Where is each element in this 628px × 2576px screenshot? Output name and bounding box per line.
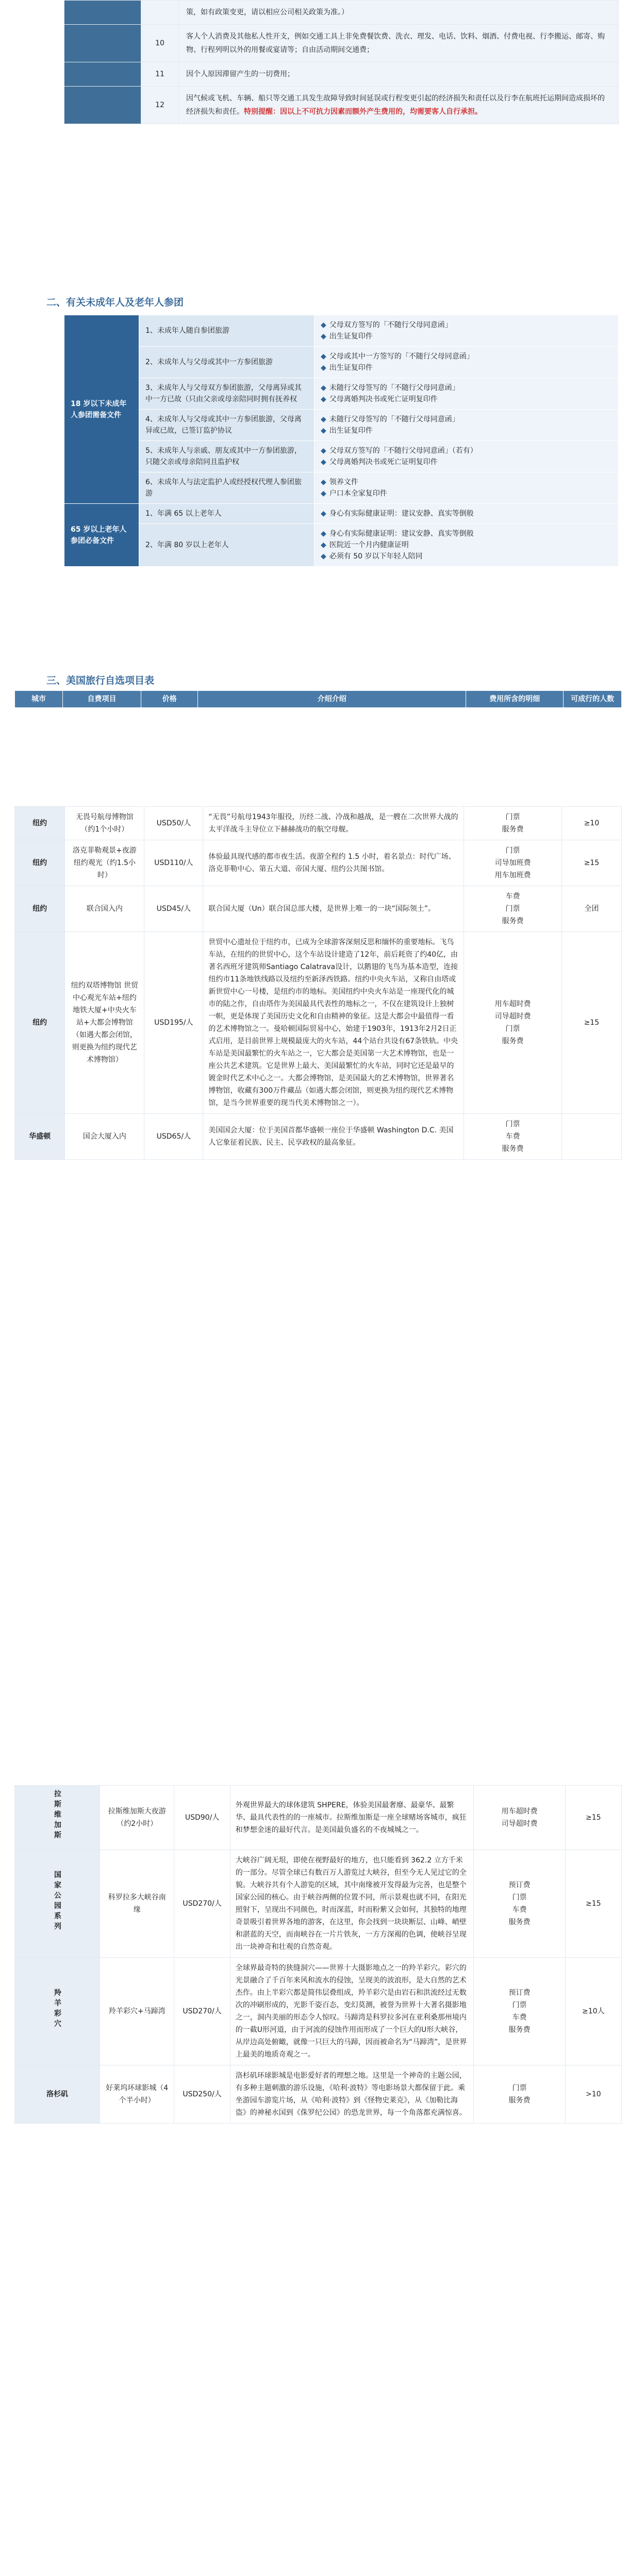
requirement-case: 3、未成年人与父母双方参团旅游，父母离异或其中一方已故（只由父亲或母亲陪同时拥有抚养权 <box>139 378 315 410</box>
required-document <box>321 351 612 362</box>
required-document-text: 医院近一个月内健康证明 <box>329 541 409 549</box>
required-document <box>321 414 612 425</box>
tour-city <box>15 807 65 840</box>
required-document-text: 必须有 50 岁以下年轻人陪同 <box>329 552 423 561</box>
tour-fee-item: 门票 <box>512 2001 527 2009</box>
required-document <box>321 539 612 551</box>
tour-item: 无畏号航母博物馆（约1个小时） <box>65 807 144 840</box>
requirement-case: 2、未成年人与父母或其中一方参团旅游 <box>139 347 315 378</box>
tour-fee-item: 服务费 <box>502 1037 524 1045</box>
tour-fees <box>464 1114 562 1160</box>
tour-price: USD45/人 <box>144 886 203 932</box>
tour-row <box>15 840 622 886</box>
exclusion-number: 11 <box>141 62 179 87</box>
tour-fee-item: 门票 <box>512 2084 527 2092</box>
requirement-group-label: 18 岁以下未成年人参团需备文件 <box>64 315 139 504</box>
diamond-bullet-icon: ◆ <box>321 541 326 549</box>
tours-header-cell: 可成行的人数 <box>564 691 622 708</box>
diamond-bullet-icon: ◆ <box>321 530 326 538</box>
exclusion-row <box>64 62 619 87</box>
tour-min-people: ≥15 <box>565 1850 621 1958</box>
tour-fees <box>464 886 562 932</box>
tour-city-text: 纽约 <box>32 1019 47 1027</box>
tour-fee-item: 服务费 <box>502 917 524 925</box>
tour-city <box>15 1114 65 1160</box>
tour-intro: “无畏”号航母1943年服役，历经二战、冷战和越战，是一艘在二次世界大战的太平洋战斗主导位立下赫赫战功的航空母舰。 <box>203 807 464 840</box>
diamond-bullet-icon: ◆ <box>321 395 326 403</box>
minors-elderly-table <box>64 315 619 567</box>
required-document-text: 未随行父母签写的「不随行父母同意函」 <box>329 384 459 392</box>
requirement-case: 1、年满 65 以上老年人 <box>139 504 315 524</box>
tour-city-text: 纽约 <box>32 819 47 827</box>
tour-fee-item: 车费 <box>512 2013 527 2022</box>
tours-table-header <box>14 690 622 708</box>
tour-fees <box>464 932 562 1114</box>
tours-table-block-1 <box>14 806 622 1160</box>
requirement-row <box>64 410 619 441</box>
tour-item: 羚羊彩穴+马蹄湾 <box>100 1958 174 2065</box>
required-document-text: 身心有实际健康证明：建议安静、真实等倒般 <box>329 510 474 518</box>
tour-min-people: ≥10人 <box>565 1958 621 2065</box>
tours-header-cell: 介绍介绍 <box>198 691 466 708</box>
tour-city-text: 国家公园系列 <box>53 1871 61 1933</box>
tour-intro: 体验最具现代感的都市夜生活。夜游全程约 1.5 小时，着名景点：时代广场、洛克菲勒中心、第五大道、帝国大厦、纽约公共图书馆。 <box>203 840 464 886</box>
tour-fee-item: 车费 <box>505 892 520 901</box>
requirement-case: 6、未成年人与法定监护人或经授权代理人参团旅游 <box>139 472 315 504</box>
tour-min-people <box>561 1114 621 1160</box>
requirement-case: 4、未成年人与父母或其中一方参团旅游，父母离异或已故，已签订监护协议 <box>139 410 315 441</box>
tour-row <box>15 807 622 840</box>
tour-city <box>15 1850 100 1958</box>
tour-item: 纽约双塔博物馆 世贸中心观光车站+纽约地铁大厦+中央火车站+大都会博物馆（如遇大都会闭馆，则更换为纽约现代艺术博物馆） <box>65 932 144 1114</box>
diamond-bullet-icon: ◆ <box>321 384 326 392</box>
required-document <box>321 528 612 539</box>
tour-min-people: ≥15 <box>565 1786 621 1850</box>
requirement-row <box>64 347 619 378</box>
tour-row <box>15 2065 622 2124</box>
tour-min-people: 全团 <box>561 886 621 932</box>
tour-price: USD90/人 <box>174 1786 230 1850</box>
diamond-bullet-icon: ◆ <box>321 489 326 498</box>
tour-price: USD250/人 <box>174 2065 230 2124</box>
tour-city-text: 纽约 <box>32 859 47 867</box>
tour-fee-item: 门票 <box>505 1120 520 1128</box>
tours-header-cell: 价格 <box>141 691 198 708</box>
exclusion-row <box>64 87 619 124</box>
required-document <box>321 488 612 499</box>
exclusion-number: 12 <box>141 87 179 124</box>
tour-price: USD195/人 <box>144 932 203 1114</box>
required-document-text: 领养文件 <box>329 478 358 486</box>
exclusion-label-cell <box>64 25 141 62</box>
diamond-bullet-icon: ◆ <box>321 415 326 423</box>
requirement-docs-cell <box>315 524 619 567</box>
requirement-docs-cell <box>315 410 619 441</box>
required-document <box>321 331 612 342</box>
required-document <box>321 425 612 436</box>
tour-row <box>15 1850 622 1958</box>
requirement-row <box>64 378 619 410</box>
tour-city <box>15 1958 100 2065</box>
tour-fee-item: 门票 <box>505 1025 520 1033</box>
diamond-bullet-icon: ◆ <box>321 364 326 372</box>
tour-fees <box>464 807 562 840</box>
exclusion-label-cell <box>64 62 141 87</box>
requirement-case: 1、未成年人随自参团旅游 <box>139 315 315 347</box>
requirement-row <box>64 524 619 567</box>
required-document-text: 出生证复印件 <box>329 332 373 341</box>
required-document <box>321 477 612 488</box>
exclusion-text-cell <box>179 62 619 87</box>
tour-fee-item: 预订费 <box>508 1989 531 1997</box>
exclusion-number <box>141 1 179 25</box>
diamond-bullet-icon: ◆ <box>321 552 326 561</box>
tour-min-people: ≥10 <box>561 807 621 840</box>
exclusion-text: 策，如有政策变更，请以相应公司相关政策为准。） <box>186 8 349 16</box>
diamond-bullet-icon: ◆ <box>321 510 326 518</box>
tour-price: USD110/人 <box>144 840 203 886</box>
exclusion-text: 因个人原因滞留产生的一切费用； <box>186 70 294 78</box>
section-title-optional-tours: 三、美国旅行自选项目表 <box>46 675 155 686</box>
tour-row <box>15 1958 622 2065</box>
required-document <box>321 319 612 331</box>
exclusion-emphasis: 特别提醒：因以上不可抗力因素而额外产生费用的，均需要客人自行承担。 <box>244 108 482 116</box>
tours-table-block-2 <box>14 1785 622 2124</box>
required-document <box>321 508 612 519</box>
exclusion-number: 10 <box>141 25 179 62</box>
diamond-bullet-icon: ◆ <box>321 427 326 435</box>
required-document-text: 父母或其中一方签写的「不随行父母同意函」 <box>329 352 474 361</box>
tour-fee-item: 门票 <box>512 1893 527 1902</box>
tour-fee-item: 车费 <box>512 1906 527 1914</box>
required-document <box>321 445 612 456</box>
requirement-case: 5、未成年人与亲戚、朋友或其中一方参团旅游，只随父亲或母亲陪同且监护权 <box>139 441 315 472</box>
tour-fees <box>474 1850 565 1958</box>
diamond-bullet-icon: ◆ <box>321 352 326 361</box>
requirement-group-label: 65 岁以上老年人参团必备文件 <box>64 504 139 567</box>
tour-city <box>15 840 65 886</box>
tour-row <box>15 886 622 932</box>
tour-fee-item: 门票 <box>505 813 520 821</box>
section-title-minors: 二、有关未成年人及老年人参团 <box>46 297 184 308</box>
requirement-docs-cell <box>315 378 619 410</box>
tour-fee-item: 用车加班费 <box>494 871 531 879</box>
tour-city <box>15 2065 100 2124</box>
tour-fee-item: 预订费 <box>508 1881 531 1889</box>
requirement-docs-cell <box>315 347 619 378</box>
requirement-docs-cell <box>315 315 619 347</box>
tour-row <box>15 1786 622 1850</box>
tour-fee-item: 服务费 <box>502 825 524 834</box>
tour-item: 好莱坞环球影城（4个半小时） <box>100 2065 174 2124</box>
required-document-text: 父母离婚判决书或死亡证明复印件 <box>329 458 438 466</box>
tour-min-people: >10 <box>565 2065 621 2124</box>
tour-fees <box>474 1786 565 1850</box>
requirement-row <box>64 504 619 524</box>
required-document <box>321 362 612 374</box>
diamond-bullet-icon: ◆ <box>321 332 326 341</box>
tour-fee-item: 车费 <box>505 1132 520 1141</box>
tour-city-text: 拉斯维加斯 <box>53 1790 61 1841</box>
tour-price: USD270/人 <box>174 1958 230 2065</box>
tour-intro: 联合国大厦（Un）联合国总部大楼，是世界上唯一的一块“国际领土”。 <box>203 886 464 932</box>
tour-price: USD50/人 <box>144 807 203 840</box>
requirement-docs-cell <box>315 472 619 504</box>
required-document <box>321 551 612 562</box>
fee-exclusions-table <box>64 0 619 124</box>
diamond-bullet-icon: ◆ <box>321 478 326 486</box>
tour-fees <box>474 1958 565 2065</box>
tour-fee-item: 服务费 <box>508 1918 531 1926</box>
requirement-row <box>64 315 619 347</box>
exclusion-text-cell <box>179 25 619 62</box>
exclusion-label-cell <box>64 1 141 25</box>
tours-header-cell: 费用所含的明细 <box>466 691 564 708</box>
required-document-text: 父母双方签写的「不随行父母同意函」 <box>329 321 452 329</box>
tours-header-cell: 自费项目 <box>62 691 141 708</box>
tour-item: 国会大厦入内 <box>65 1114 144 1160</box>
tour-fee-item: 门票 <box>505 905 520 913</box>
diamond-bullet-icon: ◆ <box>321 458 326 466</box>
exclusion-label-cell <box>64 87 141 124</box>
required-document <box>321 382 612 394</box>
tours-header-cell: 城市 <box>15 691 63 708</box>
requirement-docs-cell <box>315 504 619 524</box>
required-document-text: 出生证复印件 <box>329 427 373 435</box>
tour-fee-item: 司导超时费 <box>494 1012 531 1021</box>
tour-item: 联合国入内 <box>65 886 144 932</box>
requirement-row <box>64 441 619 472</box>
diamond-bullet-icon: ◆ <box>321 447 326 455</box>
exclusion-text-cell <box>179 1 619 25</box>
tour-item: 科罗拉多大峡谷南缘 <box>100 1850 174 1958</box>
tour-intro: 洛杉矶环球影城是电影爱好者的理想之地。这里是一个神奇的主题公园，有多种主题刺激的游乐设施，《哈利·波特》等电影场景大都保留于此。乘坐游园车游览片场，从《哈利·波特》到《怪物史莱克》，从《加勒比海盗》的神秘水国到《侏罗纪公园》的恐龙世界，每一个角落都充满惊喜。 <box>230 2065 474 2124</box>
tour-city <box>15 886 65 932</box>
exclusion-row <box>64 1 619 25</box>
exclusion-row <box>64 25 619 62</box>
tour-intro: 大峡谷广阔无垠，即使在视野最好的地方，也只能看到 362.2 立方千米的一部分。尽管全球已有数百万人游览过大峡谷，但至今无人见过它的全貌。大峡谷共有个人游览的区域，其中南缘被开发得最为完善，也是整个国家公园的核心。由于峡谷两侧的位置不同，所示景观也就不同，在阳光照射下，呈现出不同颜色，时而深蓝，时而粉紫又会如何，其独特的地理奇景吸引着世界各地的游客，在这里，你会找到一块块断层、山峰、峭壁和湛蓝的天空，而南峡谷在一片片铁灰，一方方深褐的色调，使峡谷呈现出一块神奇和壮观的自然奇观。 <box>230 1850 474 1958</box>
tour-intro: 美国国会大厦：位于美国首都华盛顿一座位于华盛顿 Washington D.C. 美国人它象征着民族、民主、民享政权的最高象征。 <box>203 1114 464 1160</box>
tour-fee-item: 服务费 <box>508 2026 531 2034</box>
required-document-text: 未随行父母签写的「不随行父母同意函」 <box>329 415 459 423</box>
tour-city-text: 羚羊彩穴 <box>53 1989 61 2030</box>
exclusion-text-cell <box>179 87 619 124</box>
tour-intro: 外观世界最大的球体建筑 SHPERE，体验美国最奢靡、最豪华、最繁华、最具代表性的的一座城市。拉斯维加斯是一座全球赌场客城市，疯狂和梦想金迷的最好代言。是美国最负盛名的不夜城城之一。 <box>230 1786 474 1850</box>
tour-fee-item: 司导加班费 <box>494 859 531 867</box>
tour-city-text: 洛杉矶 <box>46 2090 68 2098</box>
tour-fee-item: 用车超时费 <box>501 1807 538 1816</box>
exclusion-text: 客人个人消费及其他私人性开支，例如交通工具上非免费餐饮费、洗衣、理发、电话、饮料、烟酒、付费电视、行李搬运、邮寄、购物、行程列明以外的用餐或宴请等；自由活动期间交通费； <box>186 32 605 54</box>
tour-min-people: ≥15 <box>561 840 621 886</box>
tour-price: USD270/人 <box>174 1850 230 1958</box>
required-document <box>321 394 612 405</box>
required-document-text: 身心有实际健康证明：建议安静、真实等倒般 <box>329 530 474 538</box>
tour-fee-item: 司导超时费 <box>501 1820 538 1828</box>
required-document-text: 出生证复印件 <box>329 364 373 372</box>
tour-intro: 世贸中心遗址位于纽约市，已成为全球游客深刻反思和缅怀的重要地标。飞鸟车站，在纽约的世贸中心，这个车站设计建造了12年，前后耗资了约40亿，由著名西班牙建筑师Santiago Calatrava设计，以鹅翅的飞鸟为基本造型，连接纽约市11条地铁线路以及纽约至新泽西铁路。纽约中央火车站，又称自由塔或新世贸中心一号楼，是纽约市的地标。美国纽约中央火车站是一座现代化的城市的陆之作，自由塔作为美国最具代表性的地标之一，不仅在建筑设计上独树一帜，更是体现了美国历史文化和自由精神的象征。这是大都会中最值得一看的艺术博物馆之一。曼哈顿国际贸易中心，始建于1903年，1913年2月2日正式启用，是目前世界上规模最庞大的火车站，44个站台共设有67条铁轨。中央车站是美国最繁忙的火车站之一，它大都会是美国第一大艺术博物馆，也是一座公共艺术建筑。它是世界上最大、美国最繁忙的火车站，同时它还是最早的镀金时代艺术中心之一。大都会博物馆，是美国最大的艺术博物馆，世界著名博物馆，收藏有300万件藏品（如遇大都会闭馆，则更换为纽约现代艺术博物馆，是当今世界重要的现当代美术博物馆之一）。 <box>203 932 464 1114</box>
diamond-bullet-icon: ◆ <box>321 321 326 329</box>
tour-item: 拉斯维加斯大夜游（约2小时） <box>100 1786 174 1850</box>
tour-min-people: ≥15 <box>561 932 621 1114</box>
tour-city-text: 纽约 <box>32 905 47 913</box>
tour-fee-item: 服务费 <box>508 2096 531 2105</box>
tour-row <box>15 932 622 1114</box>
tour-fee-item: 用车超时费 <box>494 1000 531 1008</box>
required-document-text: 户口本全家复印件 <box>329 489 387 498</box>
tour-fee-item: 服务费 <box>502 1145 524 1153</box>
tour-city-text: 华盛顿 <box>29 1132 51 1141</box>
requirement-row <box>64 472 619 504</box>
tour-fees <box>474 2065 565 2124</box>
tour-fee-item: 门票 <box>505 846 520 855</box>
tour-fees <box>464 840 562 886</box>
required-document-text: 父母离婚判决书或死亡证明复印件 <box>329 395 438 403</box>
requirement-docs-cell <box>315 441 619 472</box>
required-document <box>321 456 612 468</box>
tour-row <box>15 1114 622 1160</box>
tour-price: USD65/人 <box>144 1114 203 1160</box>
tour-item: 洛克菲勒观景+夜游纽约观光（约1.5小时） <box>65 840 144 886</box>
tour-city <box>15 1786 100 1850</box>
exclusion-text: 因气候或飞机、车辆、船只等交通工具发生故障导致时间延误或行程变更引起的经济损失和责任以及行李在航班托运期间造成损坏的经济损失和责任。 <box>186 94 605 116</box>
requirement-case: 2、年满 80 岁以上老年人 <box>139 524 315 567</box>
tour-city <box>15 932 65 1114</box>
tour-intro: 全球界最奇特的狭缝洞穴——世界十大摄影地点之一的羚羊彩穴。彩穴的光景融合了千百年来风和流水的侵蚀，呈现美的波浪形，是大自然的艺术杰作。由上半彩穴都是简伟层叠组成，羚羊彩穴是由岩石和洪流经过无数次的冲刷形成的，光影千姿百态，变幻莫测，被誉为世界十大著名摄影地之一，洞内美丽的形态令人惊叹。马蹄湾是科罗拉多河在亚利桑那州境内的一截U形河道，由于河流的侵蚀作用而形成了一个巨大的U形大峡谷，从岸边高处俯瞰，就像一只巨大的马蹄，因而被命名为“马蹄湾”，是世界上最美的地质奇观之一。 <box>230 1958 474 2065</box>
required-document-text: 父母双方签写的「不随行父母同意函」（若有） <box>329 447 477 455</box>
